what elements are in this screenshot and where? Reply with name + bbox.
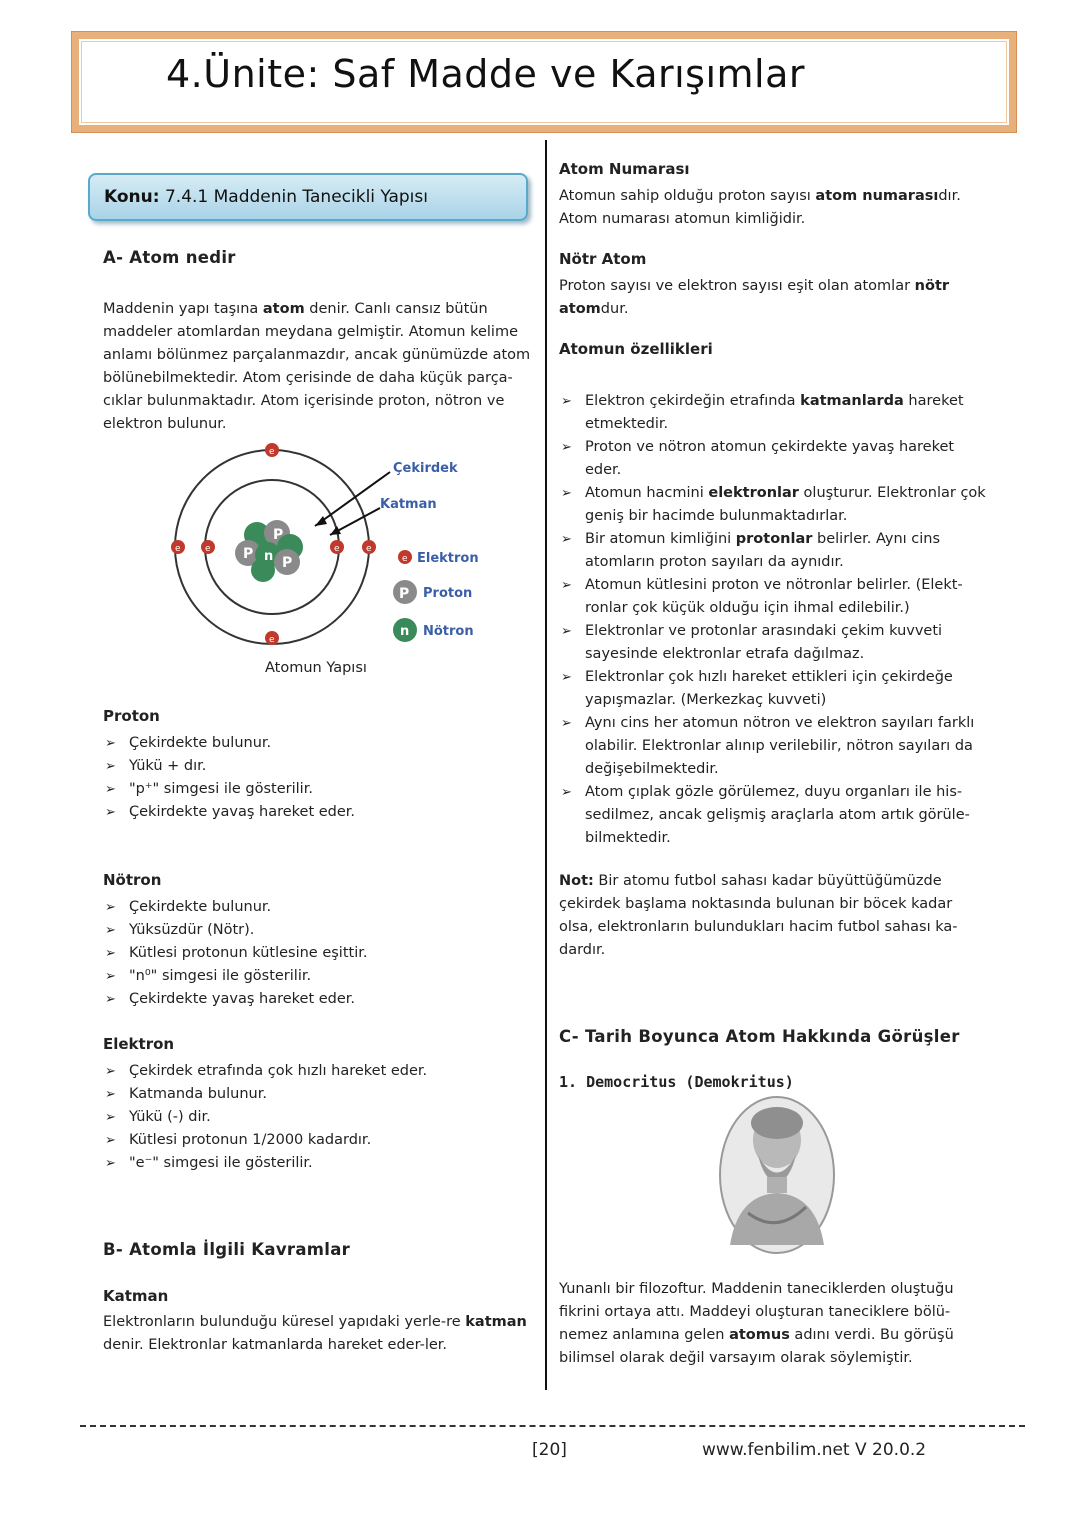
democritus-bust-image [718, 1095, 836, 1255]
footer-divider [80, 1425, 1025, 1427]
section-c-heading: C- Tarih Boyunca Atom Hakkında Görüşler [559, 1027, 960, 1046]
list-item: ➢ Yükü + dır. [103, 755, 533, 778]
note-text: Not: Bir atomu futbol sahası kadar büyüttüğümüzde çekirdek başlama noktasında bulunan bir böcek kadar olsa, elektronların bulundukları hacim futbol sahası ka-dardır. [559, 873, 958, 958]
footer-website: www.fenbilim.net V 20.0.2 [702, 1440, 927, 1460]
list-item: ➢ Bir atomun kimliğini protonlar belirler. Aynı cins atomların proton sayıları da aynıdır. [559, 528, 989, 574]
svg-text:e: e [205, 544, 211, 554]
neutral-atom-heading: Nötr Atom [559, 250, 647, 268]
list-item: ➢ Çekirdekte yavaş hareket eder. [103, 988, 533, 1011]
atom-number-text: Atomun sahip olduğu proton sayısı atom numarasıdır. Atom numarası atomun kimliğidir. [559, 188, 961, 227]
svg-text:P: P [282, 555, 293, 571]
svg-text:n: n [400, 624, 410, 639]
neutron-heading: Nötron [103, 871, 162, 889]
svg-text:e: e [269, 635, 275, 645]
list-item: ➢ Kütlesi protonun 1/2000 kadardır. [103, 1129, 533, 1152]
section-a-paragraph: Maddenin yapı taşına atom denir. Canlı cansız bütün maddeler atomlardan meydana gelmiştir. Atomun kelime anlamı bölünmez parçalanmazdır, ancak günümüzde atom bölünebilmektedir. Atom çerisinde de daha küçük parça-cıklar bulunmaktadır. Atom içerisinde proton, nötron ve elektron bulunur. [103, 301, 531, 432]
katman-heading: Katman [103, 1287, 169, 1305]
list-item: ➢ Kütlesi protonun kütlesine eşittir. [103, 942, 533, 965]
democritus-heading: 1. Democritus (Demokritus) [559, 1073, 794, 1091]
column-divider [545, 140, 547, 1390]
section-a-heading: A- Atom nedir [103, 248, 236, 267]
list-item: ➢ Yükü (-) dir. [103, 1106, 533, 1129]
list-item: ➢ Elektron çekirdeğin etrafında katmanlarda hareket etmektedir. [559, 390, 989, 436]
svg-text:P: P [243, 546, 254, 562]
proton-list [103, 732, 533, 824]
list-item: ➢ Atomun hacmini elektronlar oluşturur. Elektronlar çok geniş bir hacimde bulunmaktadırlar. [559, 482, 989, 528]
list-item: ➢ Aynı cins her atomun nötron ve elektron sayıları farklı olabilir. Elektronlar alınıp verilebilir, nötron sayıları da değişebilmektedir. [559, 712, 989, 781]
topic-label: Konu: [104, 187, 160, 207]
democritus-text: Yunanlı bir filozoftur. Maddenin taneciklerden oluştuğu fikrini ortaya attı. Maddeyi oluşturan taneciklere bölü-nemez anlamına gelen atomus adını verdi. Bu görüşü bilimsel olarak değil varsayım olarak söylemiştir. [559, 1281, 954, 1366]
list-item: ➢ Elektronlar ve protonlar arasındaki çekim kuvveti sayesinde elektronlar etrafa dağılmaz. [559, 620, 989, 666]
list-item: ➢ Elektronlar çok hızlı hareket ettikleri için çekirdeğe yapışmazlar. (Merkezkaç kuvveti) [559, 666, 989, 712]
svg-text:e: e [269, 447, 275, 457]
svg-text:Proton: Proton [423, 586, 473, 601]
diagram-legend [393, 550, 479, 642]
list-item: ➢ Atomun kütlesini proton ve nötronlar belirler. (Elekt-ronlar çok küçük olduğu için ihmal edilebilir.) [559, 574, 989, 620]
list-item: ➢ Atom çıplak gözle görülemez, duyu organları ile his-sedilmez, ancak gelişmiş araçlarla atom artık görüle-bilmektedir. [559, 781, 989, 850]
electron-list [103, 1060, 533, 1175]
neutron-list [103, 896, 533, 1011]
svg-text:e: e [175, 544, 181, 554]
shell-label: Katman [380, 497, 437, 512]
atom-diagram [165, 440, 485, 655]
list-item: ➢ Çekirdekte yavaş hareket eder. [103, 801, 533, 824]
proton-heading: Proton [103, 707, 160, 725]
diagram-caption: Atomun Yapısı [265, 660, 367, 676]
list-item: ➢ Katmanda bulunur. [103, 1083, 533, 1106]
page-number: [20] [532, 1440, 567, 1460]
list-item: ➢ "p⁺" simgesi ile gösterilir. [103, 778, 533, 801]
svg-text:e: e [366, 544, 372, 554]
svg-text:e: e [402, 554, 408, 564]
svg-text:P: P [273, 527, 284, 543]
page-title: 4.Ünite: Saf Madde ve Karışımlar [166, 52, 806, 96]
list-item: ➢ "e⁻" simgesi ile gösterilir. [103, 1152, 533, 1175]
svg-text:Nötron: Nötron [423, 624, 474, 639]
svg-text:Elektron: Elektron [417, 551, 479, 566]
list-item: ➢ Çekirdek etrafında çok hızlı hareket eder. [103, 1060, 533, 1083]
section-b-heading: B- Atomla İlgili Kavramlar [103, 1240, 351, 1259]
svg-text:P: P [399, 586, 410, 602]
list-item: ➢ "n⁰" simgesi ile gösterilir. [103, 965, 533, 988]
neutral-atom-text: Proton sayısı ve elektron sayısı eşit olan atomlar nötr atomdur. [559, 278, 950, 317]
electron-heading: Elektron [103, 1035, 175, 1053]
nucleus-label: Çekirdek [393, 461, 458, 476]
list-item: ➢ Çekirdekte bulunur. [103, 732, 533, 755]
svg-text:e: e [334, 544, 340, 554]
katman-text: Elektronların bulunduğu küresel yapıdaki yerle-re katman denir. Elektronlar katmanlarda hareket eder-ler. [103, 1314, 527, 1353]
list-item: ➢ Yüksüzdür (Nötr). [103, 919, 533, 942]
list-item: ➢ Çekirdekte bulunur. [103, 896, 533, 919]
topic-text: 7.4.1 Maddenin Tanecikli Yapısı [164, 187, 428, 207]
list-item: ➢ Proton ve nötron atomun çekirdekte yavaş hareket eder. [559, 436, 989, 482]
topic-box [88, 173, 528, 221]
nucleus [235, 520, 303, 582]
properties-list [559, 390, 989, 850]
atom-number-heading: Atom Numarası [559, 160, 690, 178]
svg-text:n: n [264, 549, 274, 564]
properties-heading: Atomun özellikleri [559, 340, 713, 358]
